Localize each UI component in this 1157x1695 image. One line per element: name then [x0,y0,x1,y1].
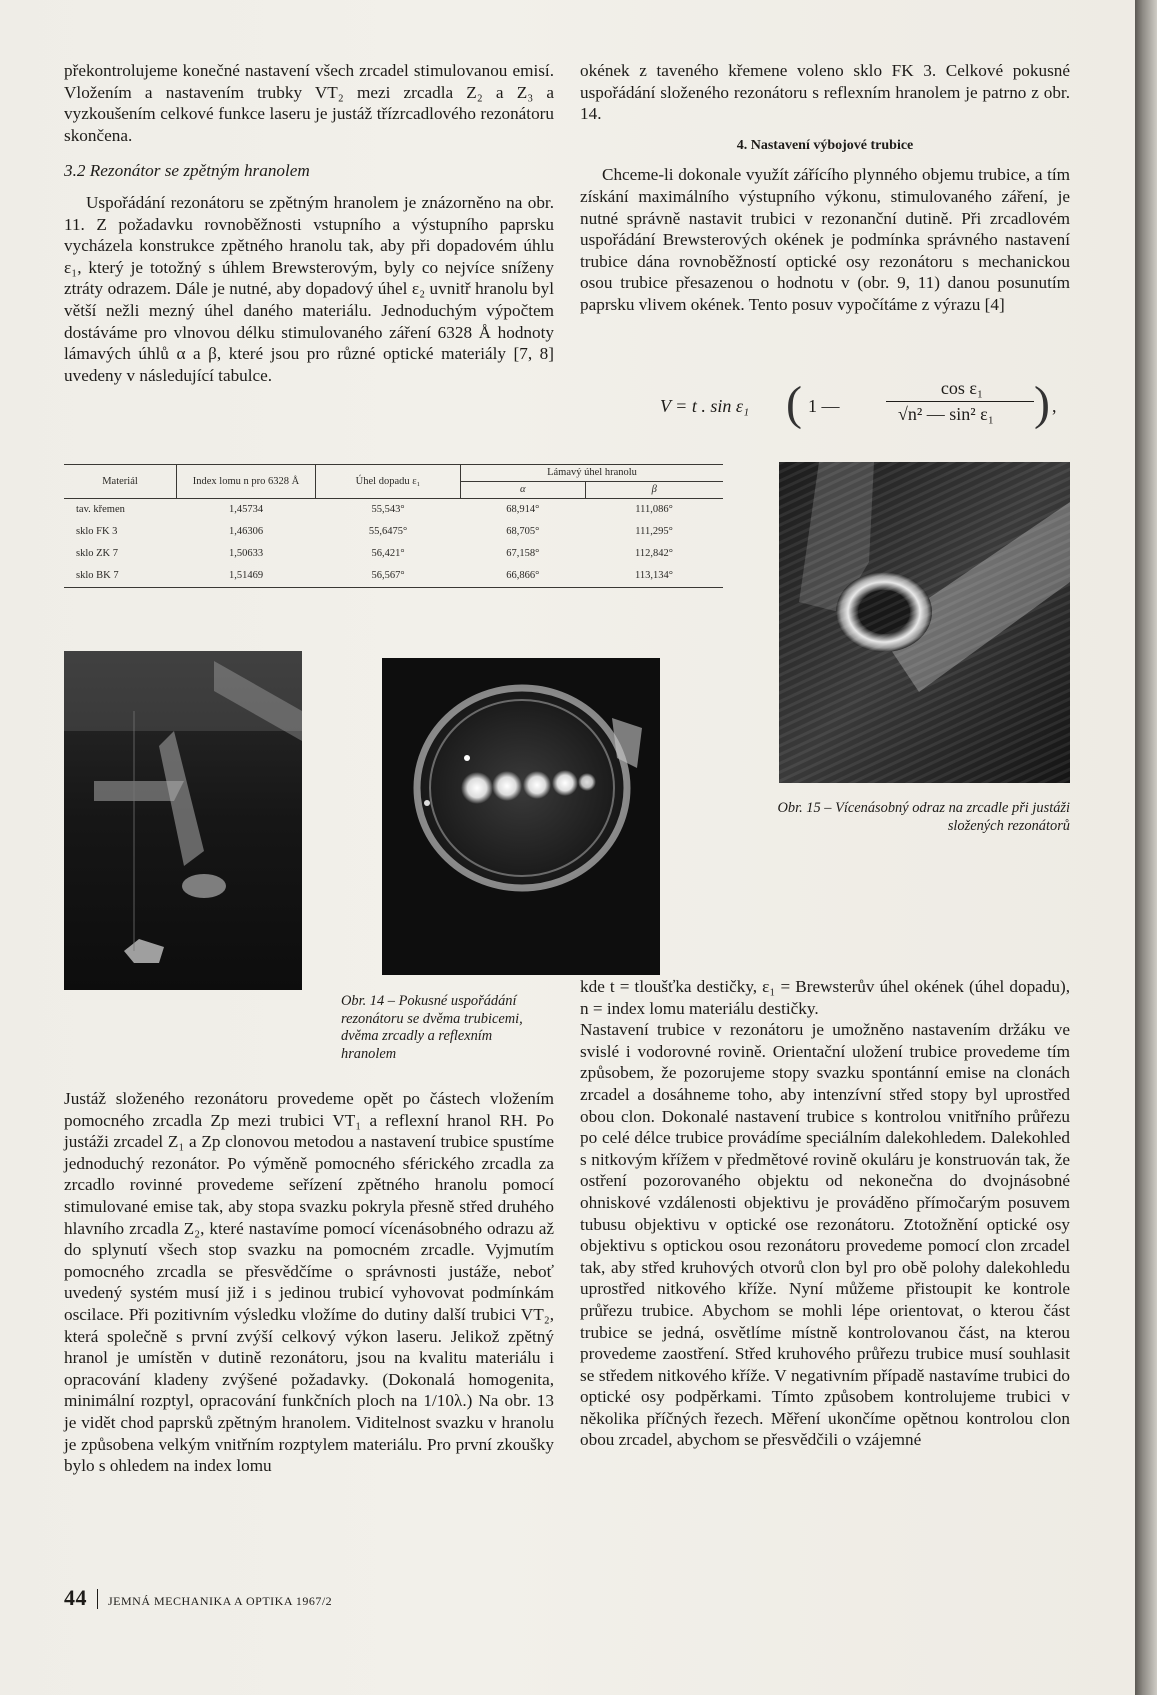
formula-one-minus: 1 — [808,396,840,416]
formula-comma: , [1052,396,1057,416]
cell-beta: 112,842° [635,548,673,559]
table-row [64,565,723,588]
table-row [64,543,723,565]
page-number: 44 [64,1585,87,1610]
cell-beta: 111,086° [635,504,673,515]
left-paren: ( [786,377,802,430]
cell-index: 1,51469 [177,565,316,588]
cell-index: 1,45734 [228,504,264,515]
paragraph: Nastavení trubice v rezonátoru je umožněno nastavením držáku ve svislé i vodorovné rovině. Orientační uložení trubice provedeme tím způsobem, že pozorujeme stopy svazku spontánní emise na clonách zrcadel a dosáhneme toho, aby intenzívní střed stopy byl uprostřed obou clon. Dokonalé nastavení trubice s kontrolou vnitřního průřezu po celé délce trubice provádíme speciálním dalekohledem. Dalekohled s nitkovým křížem v předmětové rovině okuláru je konstruován tak, že ostření pozorovaného objektu od nekonečna do dvojnásobné ohniskové vzdálenosti objektivu je prováděno přímočarým posuvem tubusu objektivu v optické ose rezonátoru. Ztotožnění optické osy objektivu s optickou osou rezonátoru provedeme pomocí clon zrcadel tak, aby střed kruhových otvorů clon byl pro obě polohy dalekohledu uprostřed nitkového kříže. Nyní můžeme přistoupit ke kontrole průřezu trubice. Abychom se mohli lépe orientovat, o kterou část trubice se jedná, osvětlíme místně kontrolovanou část, na kterou provedeme zaostření. Střed kruhového průřezu trubice musí souhlasit se středem nitkového kříže. V negativním případě nastavíme trubici do optické osy podpěrkami. Tímto způsobem kontrolujeme trubici v několika příčných řezech. Měření ukončíme opětnou kontrolou clon obou zrcadel, abychom se přesvědčili o vzájemné [580,1020,1070,1450]
th-angle: Úhel dopadu ε₁ [316,465,461,499]
journal-name: JEMNÁ MECHANIKA A OPTIKA 1967/2 [108,1594,333,1608]
footer-divider [97,1589,98,1609]
caption-fig15: Obr. 15 – Vícenásobný odraz na zrcadle při justáži složených rezonátorů [777,800,1070,834]
formula-denominator: √n² — sin² ε₁ [898,404,995,424]
posuv-formula [660,378,1060,438]
th-material: Materiál [64,465,177,499]
table-row [64,521,723,543]
cell-alpha: 68,914° [506,504,540,515]
cell-material: sklo BK 7 [64,565,177,588]
page-edge-shadow [1135,0,1157,1695]
cell-angle: 56,567° [316,565,461,588]
cell-beta: 113,134° [585,565,723,588]
table-body [64,499,723,588]
cell-angle: 55,6475° [368,526,408,537]
left-column-top [64,60,554,386]
paragraph: Uspořádání rezonátoru se zpětným hranolem je znázorněno na obr. 11. Z požadavku rovnoběžnosti vstupního a výstupního paprsku vycházela konstrukce zpětného hranolu tak, aby při dopadovém úhlu ε₁, který je totožný s úhlem Brewsterovým, byly co nejvíce sníženy ztráty odrazem. Dále je nutné, aby dopadový úhel ε₂ uvnitř hranolu byl větší nežli mezný úhel daného materiálu. Jednoduchým výpočtem dostáváme pro vlnovou délku stimulovaného záření 6328 Å hodnoty lámavých úhlů α a β, které jsou pro různé optické materiály [7, 8] uvedeny v následující tabulce. [64,192,554,385]
paragraph: překontrolujeme konečné nastavení všech zrcadel stimulovanou emisí. Vložením a nastavením trubky VT₂ mezi zrcadla Z₂ a Z₃ a vyzkoušením celkové funkce laseru je justáž třízrcadlového rezonátoru skončena. [64,61,554,145]
formula-lhs: V = t . sin ε₁ [660,396,750,416]
paragraph: Justáž složeného rezonátoru provedeme opět po částech vložením pomocného zrcadla Zp mezi trubici VT₁ a reflexní hranol RH. Po justáži zrcadel Z₁ a Zp clonovou metodou a nastavení trubice spustíme jednoduchý rezonátor. Po výměně pomocného sférického zrcadla za zrcadlo rovinné provedeme seřízení zpětného hranolu pomocí stimulované emise tak, aby stopa svazku pokryla přesně střed druhého hlavního zrcadla Z₂, které nastavíme pomocí vícenásobného odrazu až do splynutí všech stop svazku na pomocném zrcadle. Vyjmutím pomocného zrcadla se přesvědčíme o správnosti justáže, neboť uvedený systém musí již i s jedinou trubicí vyhovovat podmínkám oscilace. Při pozitivním výsledku vložíme do dutiny další trubici VT₂, která společně s první zvýší celkový výkon laseru. Jelikož zpětný hranol je umístěn v dutině rezonátoru, jsou na kvalitu materiálu i opracování kladeny zvýšené požadavky. (Dokonalá homogenita, minimální rozptyl, opracování funkčních ploch na 1/10λ.) Na obr. 13 je vidět chod paprsků zpětným hranolem. Viditelnost svazku v hranolu je způsobena velkým vnitřním rozptylem materiálu. Pro první zkoušky bylo s ohledem na index lomu [64,1089,554,1476]
cell-material: tav. křemen [76,504,125,515]
fraction-bar [886,401,1034,402]
th-alpha: α [461,482,586,499]
th-beta: β [585,482,723,499]
cell-alpha: 68,705° [506,526,540,537]
paragraph: okének z taveného křemene voleno sklo FK 3. Celkové pokusné uspořádání složeného rezonátoru s reflexním hranolem je patrno z obr. 14. [580,61,1070,124]
formula-numerator: cos ε₁ [940,378,984,398]
cell-angle: 56,421° [371,548,405,559]
cell-material: sklo ZK 7 [76,548,118,559]
section-heading: 3.2 Rezonátor se zpětným hranolem [64,161,310,181]
cell-beta: 111,295° [635,526,673,537]
refraction-table [64,464,723,588]
cell-alpha: 66,866° [461,565,586,588]
paragraph: kde t = tloušťka destičky, ε₁ = Brewsterův úhel okének (úhel dopadu), n = index lomu materiálu destičky. [580,977,1070,1018]
photo-fig15 [779,462,1070,783]
photo-fig14 [64,651,302,990]
left-column-bottom [64,1088,554,1477]
cell-index: 1,46306 [228,526,264,537]
section-heading: 4. Nastavení výbojové trubice [736,137,914,153]
th-index: Index lomu n pro 6328 Å [177,465,316,499]
cell-material: sklo FK 3 [76,526,118,537]
right-column-top [580,60,1070,316]
caption-fig14: Obr. 14 – Pokusné uspořádání rezonátoru se dvěma trubicemi, dvěma zrcadly a reflexním hranolem [341,993,523,1062]
cell-index: 1,50633 [228,548,264,559]
right-paren: ) [1034,377,1050,430]
table-row [64,499,723,522]
right-column-bottom [580,976,1070,1451]
cell-angle: 55,543° [371,504,405,515]
photo-fig13 [382,658,660,975]
page-footer [64,1585,332,1611]
paragraph: Chceme-li dokonale využít zářícího plynného objemu trubice, a tím získání maximálního výstupního výkonu, stimulovaného záření, je nutné správně nastavit trubici v rezonanční dutině. Při zrcadlovém uspořádání Brewsterových okének je podmínka správného nastavení trubice dána rovnoběžností optické osy rezonátoru s mechanickou osou trubice přesazenou o hodnotu v (obr. 9, 11) danou posunutím paprsku vlivem okének. Tento posuv vypočítáme z výrazu [4] [580,165,1070,314]
cell-alpha: 67,158° [506,548,540,559]
th-refracting: Lámavý úhel hranolu [461,465,724,482]
